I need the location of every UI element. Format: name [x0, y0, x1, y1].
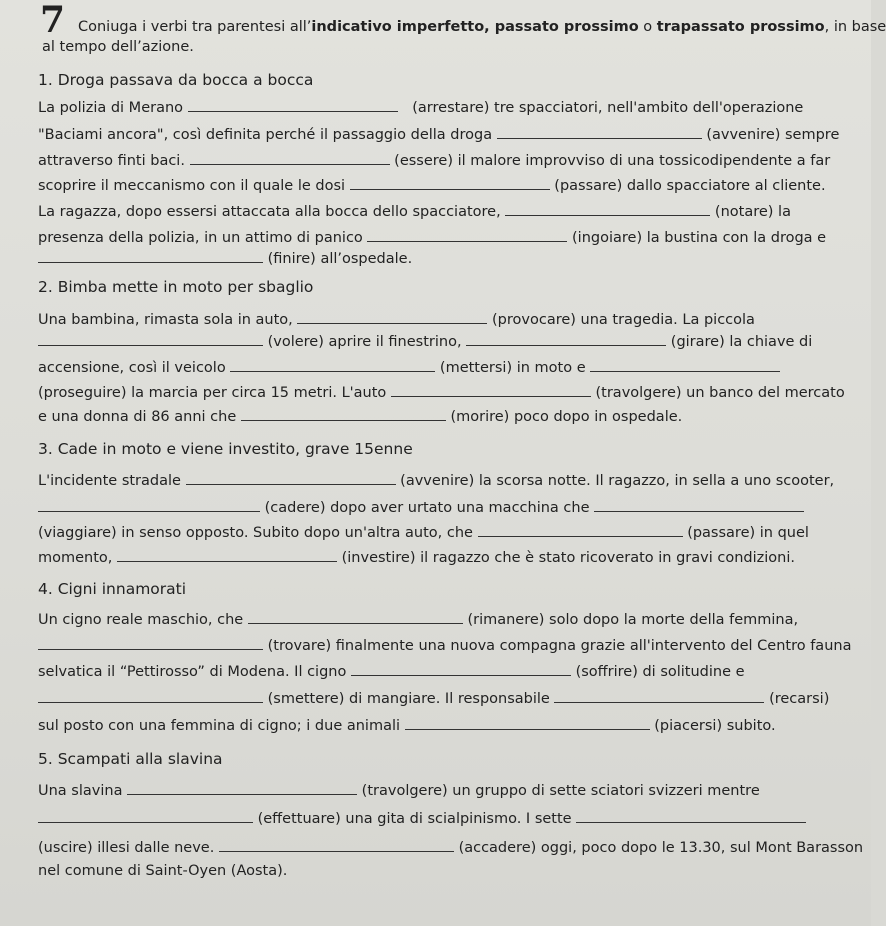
s2-line-3: accensione, così il veicolo (mettersi) in moto e [38, 357, 780, 377]
s3-line-3: (viaggiare) in senso opposto. Subito dopo un'altra auto, che (passare) in quel [38, 522, 809, 542]
answer-blank[interactable] [38, 808, 253, 823]
s4-line-2: (trovare) finalmente una nuova compagna grazie all'intervento del Centro fauna [38, 635, 851, 655]
s4-line-4: (smettere) di mangiare. Il responsabile (recarsi) [38, 688, 829, 708]
s5-line-1: Una slavina (travolgere) un gruppo di sette sciatori svizzeri mentre [38, 780, 760, 800]
section-3-title: 3. Cade in moto e viene investito, grave 15enne [38, 440, 413, 458]
answer-blank[interactable] [186, 470, 396, 485]
answer-blank[interactable] [241, 406, 446, 421]
answer-blank[interactable] [405, 715, 650, 730]
answer-blank[interactable] [38, 248, 263, 263]
answer-blank[interactable] [594, 497, 804, 512]
section-5-title: 5. Scampati alla slavina [38, 750, 223, 768]
s5-line-2: (effettuare) una gita di scialpinismo. I sette [38, 808, 806, 828]
s3-line-2: (cadere) dopo aver urtato una macchina che [38, 497, 804, 517]
answer-blank[interactable] [466, 331, 666, 346]
s1-line-2: "Baciami ancora", così definita perché il passaggio della droga (avvenire) sempre [38, 124, 839, 144]
answer-blank[interactable] [351, 661, 571, 676]
answer-blank[interactable] [117, 547, 337, 562]
s5-line-3: (uscire) illesi dalle neve. (accadere) oggi, poco dopo le 13.30, sul Mont Barasson [38, 837, 863, 857]
answer-blank[interactable] [38, 635, 263, 650]
s1-line-5: La ragazza, dopo essersi attaccata alla bocca dello spacciatore, (notare) la [38, 201, 791, 221]
s1-line-3: attraverso finti baci. (essere) il malore improvviso di una tossicodipendente a far [38, 150, 830, 170]
answer-blank[interactable] [497, 124, 702, 139]
s3-line-4: momento, (investire) il ragazzo che è stato ricoverato in gravi condizioni. [38, 547, 795, 567]
answer-blank[interactable] [248, 609, 463, 624]
s4-line-5: sul posto con una femmina di cigno; i due animali (piacersi) subito. [38, 715, 776, 735]
answer-blank[interactable] [554, 688, 764, 703]
answer-blank[interactable] [38, 331, 263, 346]
s2-line-1: Una bambina, rimasta sola in auto, (provocare) una tragedia. La piccola [38, 309, 755, 329]
s5-line-4: nel comune di Saint-Oyen (Aosta). [38, 863, 288, 879]
instruction-line-1: Coniuga i verbi tra parentesi all’indicativo imperfetto, passato prossimo o trapassato prossimo, in base [78, 19, 886, 35]
answer-blank[interactable] [190, 150, 390, 165]
answer-blank[interactable] [367, 227, 567, 242]
answer-blank[interactable] [219, 837, 454, 852]
answer-blank[interactable] [38, 497, 260, 512]
answer-blank[interactable] [391, 382, 591, 397]
s1-line-6: presenza della polizia, in un attimo di panico (ingoiare) la bustina con la droga e [38, 227, 826, 247]
answer-blank[interactable] [188, 97, 398, 112]
s1-line-4: scoprire il meccanismo con il quale le dosi (passare) dallo spacciatore al cliente. [38, 175, 826, 195]
s2-line-4: (proseguire) la marcia per circa 15 metri. L'auto (travolgere) un banco del mercato [38, 382, 845, 402]
s1-line-1: La polizia di Merano (arrestare) tre spacciatori, nell'ambito dell'operazione [38, 97, 803, 117]
answer-blank[interactable] [590, 357, 780, 372]
exercise-number: 7 [40, 0, 66, 41]
answer-blank[interactable] [297, 309, 487, 324]
s2-line-2: (volere) aprire il finestrino, (girare) la chiave di [38, 331, 812, 351]
answer-blank[interactable] [127, 780, 357, 795]
s1-line-7: (finire) all’ospedale. [38, 248, 412, 268]
section-2-title: 2. Bimba mette in moto per sbaglio [38, 278, 314, 296]
answer-blank[interactable] [505, 201, 710, 216]
s4-line-3: selvatica il “Pettirosso” di Modena. Il cigno (soffrire) di solitudine e [38, 661, 745, 681]
s4-line-1: Un cigno reale maschio, che (rimanere) solo dopo la morte della femmina, [38, 609, 798, 629]
answer-blank[interactable] [38, 688, 263, 703]
section-4-title: 4. Cigni innamorati [38, 580, 187, 598]
s2-line-5: e una donna di 86 anni che (morire) poco dopo in ospedale. [38, 406, 682, 426]
answer-blank[interactable] [230, 357, 435, 372]
answer-blank[interactable] [576, 808, 806, 823]
answer-blank[interactable] [478, 522, 683, 537]
s3-line-1: L'incidente stradale (avvenire) la scorsa notte. Il ragazzo, in sella a uno scooter, [38, 470, 834, 490]
section-1-title: 1. Droga passava da bocca a bocca [38, 71, 314, 89]
instruction-line-2: al tempo dell’azione. [42, 39, 194, 55]
answer-blank[interactable] [350, 175, 550, 190]
